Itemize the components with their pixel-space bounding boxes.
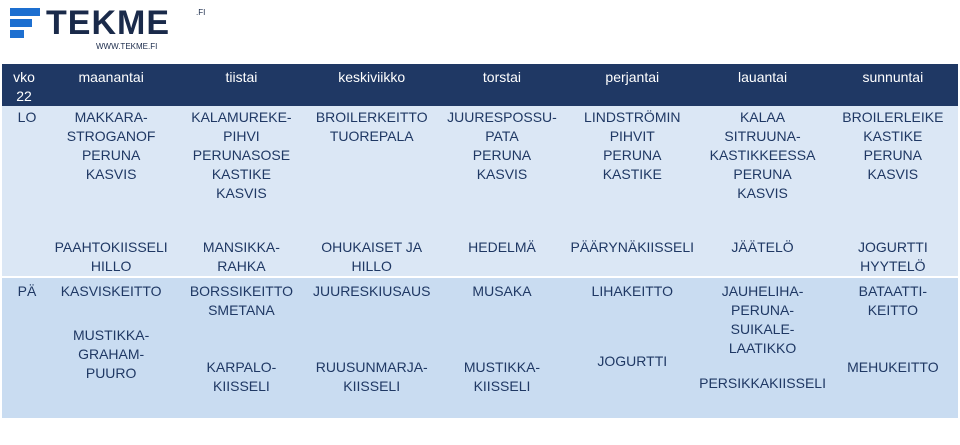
lunch-dessert: MANSIKKA- RAHKA: [202, 239, 280, 274]
dinner-cell: [567, 278, 697, 418]
lunch-dessert: PAAHTOKIISSELI HILLO: [54, 239, 168, 274]
dinner-cell: [176, 278, 306, 418]
logo-suffix: .FI: [196, 8, 206, 17]
dinner-dessert: JOGURTTI: [597, 353, 668, 369]
day-header-thursday: torstai: [437, 64, 567, 106]
logo-wordmark: TEKME: [46, 4, 170, 42]
dinner-dessert: RUUSUNMARJA- KIISSELI: [315, 359, 428, 394]
lunch-label: LO: [2, 106, 46, 276]
day-header-friday: perjantai: [567, 64, 697, 106]
lunch-dessert: OHUKAISET JA HILLO: [321, 239, 423, 274]
lunch-cell: [176, 106, 306, 276]
dinner-main-dish: MUSAKA: [472, 283, 532, 299]
dinner-main-dish: JUURESKIUSAUS: [312, 283, 431, 299]
dinner-cell: [307, 278, 437, 418]
day-header-monday: maanantai: [46, 64, 176, 106]
lunch-cell: [697, 106, 827, 276]
day-header-sunday: sunnuntai: [828, 64, 958, 106]
lunch-main-dish: JUURESPOSSU- PATA PERUNA KASVIS: [447, 109, 557, 182]
lunch-cell: [828, 106, 958, 276]
dinner-main-dish: KASVISKEITTO: [60, 283, 162, 299]
lunch-row: [2, 106, 958, 276]
lunch-main-dish: KALAMUREKE- PIHVI PERUNASOSE KASTIKE KASVIS: [191, 109, 292, 201]
lunch-cell: [567, 106, 697, 276]
day-header-wednesday: keskiviikko: [307, 64, 437, 106]
dinner-row: [2, 278, 958, 418]
lunch-dessert: JOGURTTI HYYTELÖ: [857, 239, 928, 274]
week-label: vko 22: [2, 64, 46, 106]
lunch-main-dish: LINDSTRÖMIN PIHVIT PERUNA KASTIKE: [584, 109, 681, 182]
dinner-dessert: MEHUKEITTO: [847, 359, 939, 375]
lunch-cell: [46, 106, 176, 276]
lunch-main-dish: BROILERLEIKE KASTIKE PERUNA KASVIS: [842, 109, 944, 182]
dinner-main-dish: BATAATTI- KEITTO: [858, 283, 928, 318]
lunch-dessert: JÄÄTELÖ: [731, 239, 794, 255]
weekly-menu-table: [2, 64, 958, 418]
dinner-main-dish: JAUHELIHA- PERUNA- SUIKALE- LAATIKKO: [721, 283, 804, 356]
dinner-cell: [437, 278, 567, 418]
lunch-dessert: PÄÄRYNÄKIISSELI: [570, 239, 694, 255]
lunch-cell: [307, 106, 437, 276]
dinner-cell: [697, 278, 827, 418]
dinner-dessert: PERSIKKAKIISSELI: [699, 375, 826, 391]
lunch-main-dish: MAKKARA- STROGANOF PERUNA KASVIS: [66, 109, 156, 182]
lunch-cell: [437, 106, 567, 276]
day-header-saturday: lauantai: [697, 64, 827, 106]
dinner-dessert: MUSTIKKA- GRAHAM- PUURO: [73, 327, 150, 381]
dinner-dessert: MUSTIKKA- KIISSELI: [463, 359, 541, 394]
logo-url: WWW.TEKME.FI: [96, 42, 158, 51]
lunch-main-dish: KALAA SITRUUNA- KASTIKKEESSA PERUNA KASVIS: [709, 109, 816, 201]
day-header-tuesday: tiistai: [176, 64, 306, 106]
lunch-dessert: HEDELMÄ: [468, 239, 536, 255]
header-row: [2, 64, 958, 106]
dinner-cell: [46, 278, 176, 418]
dinner-cell: [828, 278, 958, 418]
tekme-logo: [10, 4, 230, 54]
dinner-dessert: KARPALO- KIISSELI: [206, 359, 277, 394]
dinner-main-dish: LIHAKEITTO: [591, 283, 673, 299]
dinner-main-dish: BORSSIKEITTO SMETANA: [189, 283, 294, 318]
dinner-label: PÄ: [2, 278, 46, 418]
lunch-main-dish: BROILERKEITTO TUOREPALA: [315, 109, 428, 144]
